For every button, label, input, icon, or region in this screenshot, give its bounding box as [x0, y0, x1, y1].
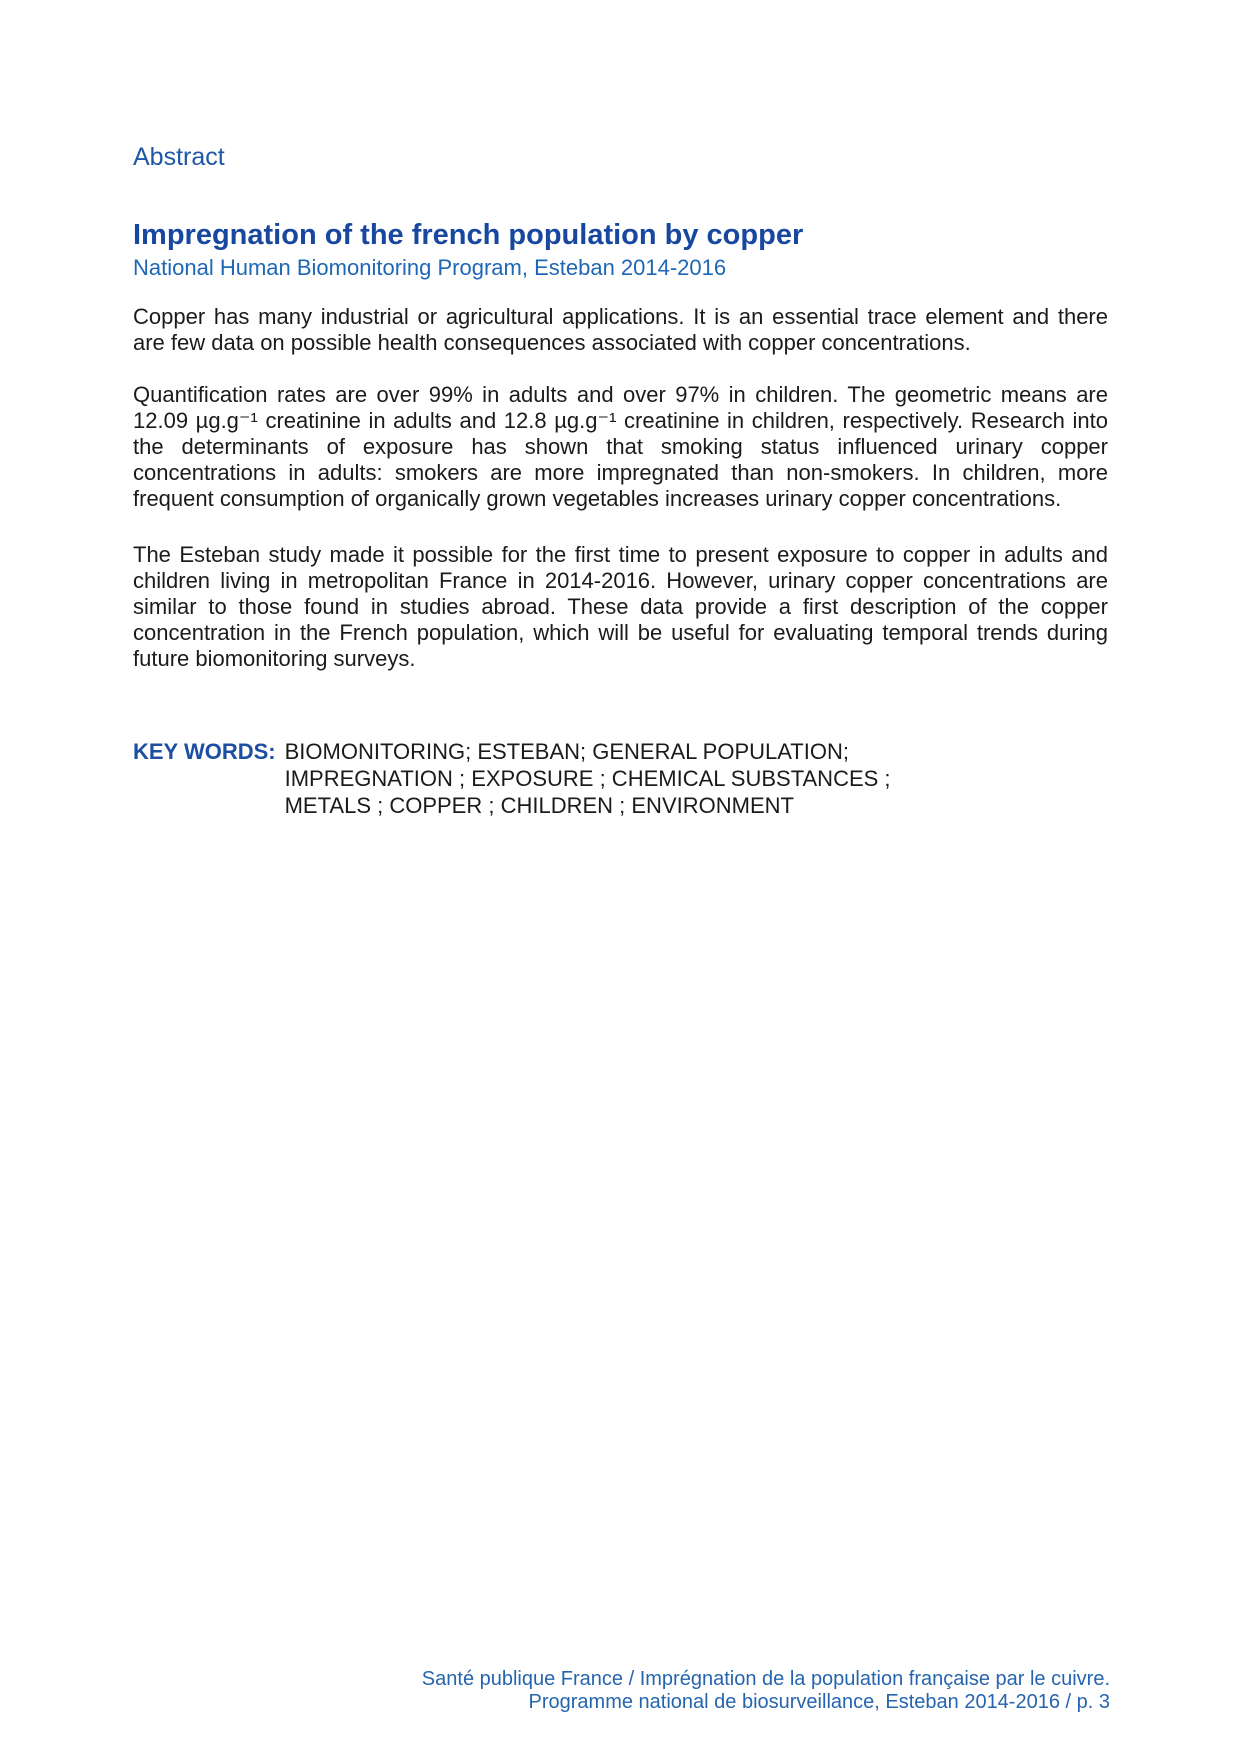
abstract-paragraph-3: The Esteban study made it possible for the first time to present exposure to copper in adults and children living in metropolitan France in 2014-2016. However, urinary copper concentrations are similar to those found in studies abroad. These data provide a first description of the copper concentration in the French population, which will be useful for evaluating temporal trends during future biomonitoring surveys.: [133, 542, 1108, 671]
abstract-paragraph-2: Quantification rates are over 99% in adults and over 97% in children. The geometric means are 12.09 µg.g⁻¹ creatinine in adults and 12.8 µg.g⁻¹ creatinine in children, respectively. Research into the determinants of exposure has shown that smoking status influenced urinary copper concentrations in adults: smokers are more impregnated than non-smokers. In children, more frequent consumption of organically grown vegetables increases urinary copper concentrations.: [133, 382, 1108, 511]
keywords-section: [133, 738, 1108, 819]
abstract-paragraph-1: Copper has many industrial or agricultural applications. It is an essential trace element and there are few data on possible health consequences associated with copper concentrations.: [133, 304, 1108, 355]
keywords-line: METALS ; COPPER ; CHILDREN ; ENVIRONMENT: [284, 793, 794, 818]
section-heading-abstract: Abstract: [133, 143, 225, 171]
footer-line-2: Programme national de biosurveillance, Esteban 2014-2016 / p. 3: [528, 1691, 1110, 1713]
footer-line-1: Santé publique France / Imprégnation de la population française par le cuivre.: [421, 1668, 1110, 1690]
keywords-label: KEY WORDS:: [133, 739, 276, 764]
document-title: Impregnation of the french population by copper: [133, 219, 804, 251]
document-subtitle: National Human Biomonitoring Program, Esteban 2014-2016: [133, 255, 727, 280]
keywords-list: [285, 738, 1108, 819]
page-content: [133, 0, 1108, 819]
page-footer: [422, 1668, 1110, 1714]
keywords-line: BIOMONITORING; ESTEBAN; GENERAL POPULATION;: [284, 739, 849, 764]
keywords-line: IMPREGNATION ; EXPOSURE ; CHEMICAL SUBSTANCES ;: [284, 766, 891, 791]
